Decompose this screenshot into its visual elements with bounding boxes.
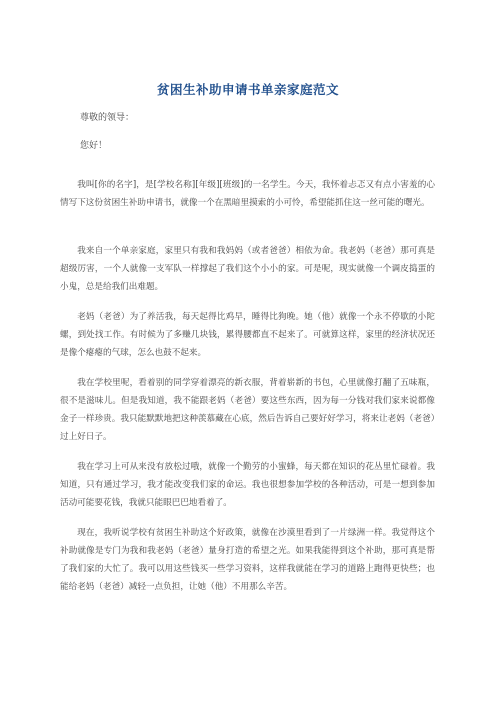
- paragraph-study: 我在学习上可从来没有放松过哦，就像一个勤劳的小蜜蜂，每天都在知识的花丛里忙碌着。我知道，只有通过学习，我才能改变我们家的命运。我也很想参加学校的各种活动，可是一想到参加活动可能要花钱，我就只能眼巴巴地看着了。: [60, 461, 435, 508]
- document-title: 贫困生补助申请书单亲家庭范文: [156, 82, 339, 97]
- paragraph-introduction: 我叫[你的名字]，是[学校名称][年级][班级]的一名学生。今天，我怀着忐忑又有点小害羞的心情写下这份贫困生补助申请书，就像一个在黑暗里摸索的小可怜，希望能抓住这一丝可能的曙光。: [60, 179, 435, 208]
- paragraph-school-life: 我在学校里呢，看着别的同学穿着漂亮的新衣服，背着崭新的书包，心里就像打翻了五味瓶，很不是滋味儿。但是我知道，我不能跟老妈（老爸）要这些东西，因为每一分钱对我们家来说都像金子一样珍贵。我只能默默地把这种羡慕藏在心底，然后告诉自己要好好学习，将来让老妈（老爸）过上好日子。: [60, 377, 435, 442]
- paragraph-family: 我来自一个单亲家庭，家里只有我和我妈妈（或者爸爸）相依为命。我老妈（老爸）那可真是超级厉害，一个人就像一支军队一样撑起了我们这个小小的家。可是呢，现实就像一个调皮捣蛋的小鬼，总是给我们出难题。: [60, 245, 435, 292]
- paragraph-request: 现在，我听说学校有贫困生补助这个好政策，就像在沙漠里看到了一片绿洲一样。我觉得这个补助就像是专门为我和我老妈（老爸）量身打造的希望之光。如果我能得到这个补助，那可真是帮了我们家的大忙了。我可以用这些钱买一些学习资料，这样我就能在学习的道路上跑得更快些；也能给老妈（老爸）减轻一点负担，让她（他）不用那么辛苦。: [60, 527, 435, 592]
- salutation: 尊敬的领导：: [80, 113, 135, 123]
- greeting: 您好！: [80, 141, 108, 151]
- paragraph-parent-work: 老妈（老爸）为了养活我，每天起得比鸡早，睡得比狗晚。她（他）就像一个永不停歇的小陀螺，到处找工作。有时候为了多赚几块钱，累得腰都直不起来了。可就算这样，家里的经济状况还是像个瘪瘪的气球，怎么也鼓不起来。: [60, 311, 435, 358]
